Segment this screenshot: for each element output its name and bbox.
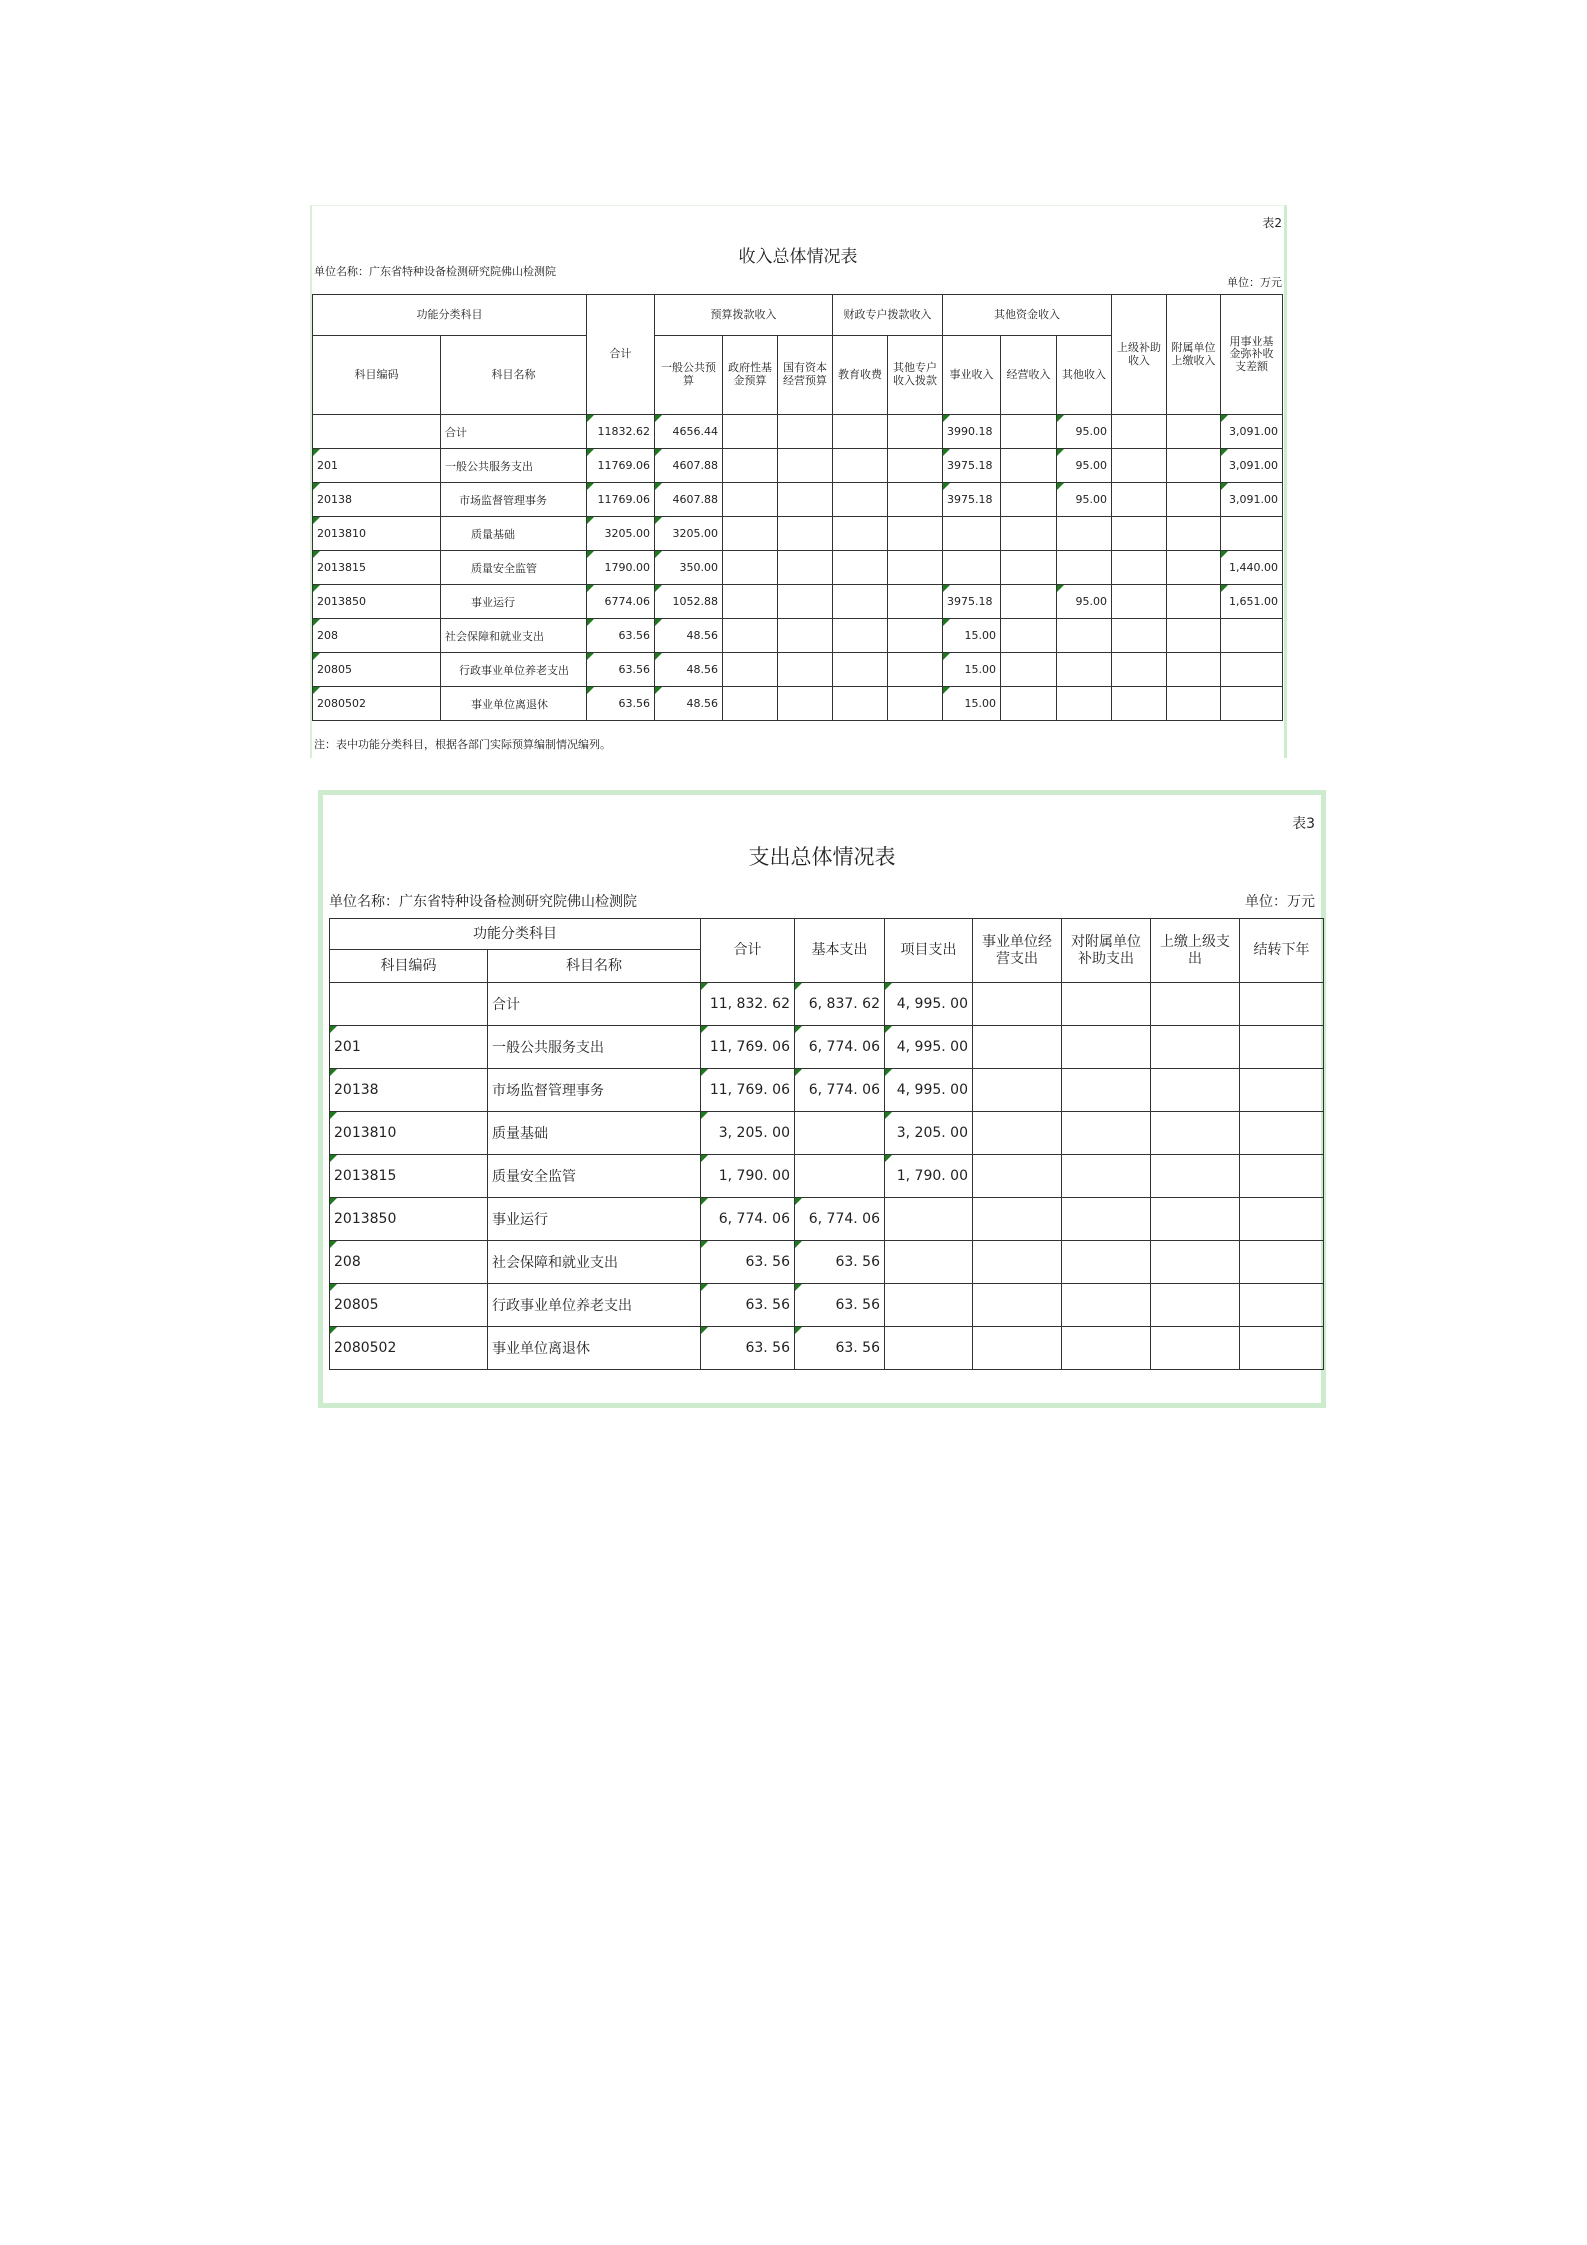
header-operating: 事业单位经营支出 (973, 919, 1062, 983)
unit-label: 单位：万元 (1245, 894, 1315, 910)
row-business-fund (1221, 687, 1283, 721)
row-name: 事业单位离退休 (441, 687, 587, 721)
table-row (330, 1284, 1324, 1327)
table-row (313, 585, 1283, 619)
row-total: 11, 769. 06 (701, 1026, 795, 1069)
row-code: 2080502 (330, 1327, 488, 1370)
table-row (313, 483, 1283, 517)
row-general-public: 350.00 (655, 551, 723, 585)
row-total: 11769.06 (587, 449, 655, 483)
row-other-income: 95.00 (1057, 415, 1112, 449)
row-basic: 63. 56 (795, 1284, 885, 1327)
table-row (313, 449, 1283, 483)
row-total: 63.56 (587, 619, 655, 653)
row-business-fund (1221, 619, 1283, 653)
table-row (313, 415, 1283, 449)
row-basic (795, 1112, 885, 1155)
row-total: 63.56 (587, 687, 655, 721)
row-other-income (1057, 551, 1112, 585)
row-business-income (943, 517, 1001, 551)
header-other-funds: 其他资金收入 (943, 295, 1112, 336)
income-table (312, 294, 1283, 721)
table-row (330, 1327, 1324, 1370)
unit-label: 单位：万元 (1227, 276, 1282, 289)
header-code: 科目编码 (313, 336, 441, 415)
row-total: 11769.06 (587, 483, 655, 517)
row-name: 一般公共服务支出 (441, 449, 587, 483)
row-code: 2013815 (313, 551, 441, 585)
row-other-income: 95.00 (1057, 449, 1112, 483)
row-basic: 6, 774. 06 (795, 1026, 885, 1069)
row-name: 质量基础 (488, 1112, 701, 1155)
row-name: 质量基础 (441, 517, 587, 551)
row-code: 2013850 (330, 1198, 488, 1241)
row-code: 2080502 (313, 687, 441, 721)
header-affiliate: 对附属单位补助支出 (1062, 919, 1151, 983)
table-row (313, 687, 1283, 721)
unit-name: 单位名称：广东省特种设备检测研究院佛山检测院 (329, 894, 637, 910)
header-affiliate-income: 附属单位上缴收入 (1167, 295, 1221, 415)
row-name: 一般公共服务支出 (488, 1026, 701, 1069)
header-gov-fund: 政府性基金预算 (723, 336, 778, 415)
row-name: 质量安全监管 (488, 1155, 701, 1198)
row-basic (795, 1155, 885, 1198)
row-project (885, 1327, 973, 1370)
row-total: 3205.00 (587, 517, 655, 551)
row-name: 市场监督管理事务 (488, 1069, 701, 1112)
row-business-income: 3975.18 (943, 449, 1001, 483)
row-basic: 63. 56 (795, 1327, 885, 1370)
row-name: 事业单位离退休 (488, 1327, 701, 1370)
header-project: 项目支出 (885, 919, 973, 983)
row-general-public: 48.56 (655, 687, 723, 721)
row-total: 1790.00 (587, 551, 655, 585)
header-func-class: 功能分类科目 (313, 295, 587, 336)
row-general-public: 4607.88 (655, 483, 723, 517)
income-sheet (310, 205, 1287, 758)
table-note: 注：表中功能分类科目，根据各部门实际预算编制情况编列。 (314, 738, 611, 751)
unit-name: 单位名称：广东省特种设备检测研究院佛山检测院 (314, 265, 556, 278)
row-basic: 6, 774. 06 (795, 1069, 885, 1112)
table-number: 表3 (1292, 816, 1315, 832)
row-business-income: 3990.18 (943, 415, 1001, 449)
header-state-capital: 国有资本经营预算 (778, 336, 833, 415)
row-business-fund: 1,440.00 (1221, 551, 1283, 585)
table-row (313, 653, 1283, 687)
row-name: 合计 (441, 415, 587, 449)
expenditure-table (329, 918, 1324, 1370)
row-general-public: 3205.00 (655, 517, 723, 551)
row-other-income (1057, 517, 1112, 551)
header-superior-subsidy: 上级补助收入 (1112, 295, 1167, 415)
table-title: 支出总体情况表 (748, 845, 896, 869)
table-row (313, 551, 1283, 585)
row-name: 事业运行 (488, 1198, 701, 1241)
header-business-fund: 用事业基金弥补收支差额 (1221, 295, 1283, 415)
row-code (330, 983, 488, 1026)
row-business-fund: 3,091.00 (1221, 483, 1283, 517)
row-business-income: 15.00 (943, 653, 1001, 687)
table-row (330, 1241, 1324, 1284)
table-row (330, 1198, 1324, 1241)
row-basic: 63. 56 (795, 1241, 885, 1284)
row-code: 2013850 (313, 585, 441, 619)
row-total: 63.56 (587, 653, 655, 687)
row-business-income: 15.00 (943, 687, 1001, 721)
row-total: 6, 774. 06 (701, 1198, 795, 1241)
row-name: 事业运行 (441, 585, 587, 619)
row-business-income (943, 551, 1001, 585)
row-business-fund (1221, 653, 1283, 687)
row-project (885, 1241, 973, 1284)
row-code: 208 (313, 619, 441, 653)
row-business-income: 3975.18 (943, 483, 1001, 517)
header-fiscal-special: 财政专户拨款收入 (833, 295, 943, 336)
table-row (330, 1069, 1324, 1112)
row-code: 201 (330, 1026, 488, 1069)
table-row (313, 619, 1283, 653)
row-code: 20805 (330, 1284, 488, 1327)
header-row (330, 919, 1324, 950)
row-basic: 6, 774. 06 (795, 1198, 885, 1241)
row-project (885, 1284, 973, 1327)
header-superior: 上缴上级支出 (1151, 919, 1240, 983)
table-row (313, 517, 1283, 551)
header-row (313, 295, 1283, 336)
row-code: 2013810 (330, 1112, 488, 1155)
header-operating-income: 经营收入 (1001, 336, 1057, 415)
row-project: 4, 995. 00 (885, 1069, 973, 1112)
header-budget-alloc: 预算拨款收入 (655, 295, 833, 336)
row-name: 质量安全监管 (441, 551, 587, 585)
row-total: 63. 56 (701, 1284, 795, 1327)
row-general-public: 4607.88 (655, 449, 723, 483)
row-business-income: 3975.18 (943, 585, 1001, 619)
row-project: 1, 790. 00 (885, 1155, 973, 1198)
table-row (330, 1026, 1324, 1069)
expenditure-sheet (318, 790, 1326, 1408)
row-code: 20805 (313, 653, 441, 687)
row-code: 201 (313, 449, 441, 483)
row-business-fund: 3,091.00 (1221, 449, 1283, 483)
row-business-fund: 3,091.00 (1221, 415, 1283, 449)
row-basic: 6, 837. 62 (795, 983, 885, 1026)
row-other-income: 95.00 (1057, 483, 1112, 517)
row-total: 6774.06 (587, 585, 655, 619)
header-business-income: 事业收入 (943, 336, 1001, 415)
row-total: 11, 832. 62 (701, 983, 795, 1026)
table-number: 表2 (1262, 216, 1282, 230)
row-project: 4, 995. 00 (885, 1026, 973, 1069)
table-row (330, 1155, 1324, 1198)
row-code: 2013815 (330, 1155, 488, 1198)
row-other-income (1057, 653, 1112, 687)
row-code: 208 (330, 1241, 488, 1284)
header-education-fee: 教育收费 (833, 336, 888, 415)
row-name: 合计 (488, 983, 701, 1026)
row-name: 社会保障和就业支出 (441, 619, 587, 653)
row-general-public: 48.56 (655, 619, 723, 653)
header-func-class: 功能分类科目 (330, 919, 701, 950)
row-general-public: 4656.44 (655, 415, 723, 449)
header-other-income: 其他收入 (1057, 336, 1112, 415)
row-total: 11832.62 (587, 415, 655, 449)
header-name: 科目名称 (441, 336, 587, 415)
row-total: 63. 56 (701, 1241, 795, 1284)
row-total: 11, 769. 06 (701, 1069, 795, 1112)
table-row (330, 983, 1324, 1026)
row-business-income: 15.00 (943, 619, 1001, 653)
row-business-fund: 1,651.00 (1221, 585, 1283, 619)
row-total: 3, 205. 00 (701, 1112, 795, 1155)
header-code: 科目编码 (330, 950, 488, 983)
row-name: 社会保障和就业支出 (488, 1241, 701, 1284)
row-project: 3, 205. 00 (885, 1112, 973, 1155)
row-other-income (1057, 687, 1112, 721)
row-general-public: 1052.88 (655, 585, 723, 619)
row-name: 市场监督管理事务 (441, 483, 587, 517)
header-carryover: 结转下年 (1240, 919, 1324, 983)
row-code (313, 415, 441, 449)
header-total: 合计 (701, 919, 795, 983)
row-name: 行政事业单位养老支出 (488, 1284, 701, 1327)
row-total: 63. 56 (701, 1327, 795, 1370)
row-total: 1, 790. 00 (701, 1155, 795, 1198)
table-row (330, 1112, 1324, 1155)
row-other-income (1057, 619, 1112, 653)
row-code: 20138 (313, 483, 441, 517)
row-business-fund (1221, 517, 1283, 551)
header-total: 合计 (587, 295, 655, 415)
row-project: 4, 995. 00 (885, 983, 973, 1026)
row-general-public: 48.56 (655, 653, 723, 687)
header-name: 科目名称 (488, 950, 701, 983)
row-code: 2013810 (313, 517, 441, 551)
row-code: 20138 (330, 1069, 488, 1112)
header-other-special: 其他专户收入拨款 (888, 336, 943, 415)
row-other-income: 95.00 (1057, 585, 1112, 619)
header-general-public: 一般公共预算 (655, 336, 723, 415)
row-project (885, 1198, 973, 1241)
table-title: 收入总体情况表 (738, 247, 858, 267)
row-name: 行政事业单位养老支出 (441, 653, 587, 687)
header-basic: 基本支出 (795, 919, 885, 983)
